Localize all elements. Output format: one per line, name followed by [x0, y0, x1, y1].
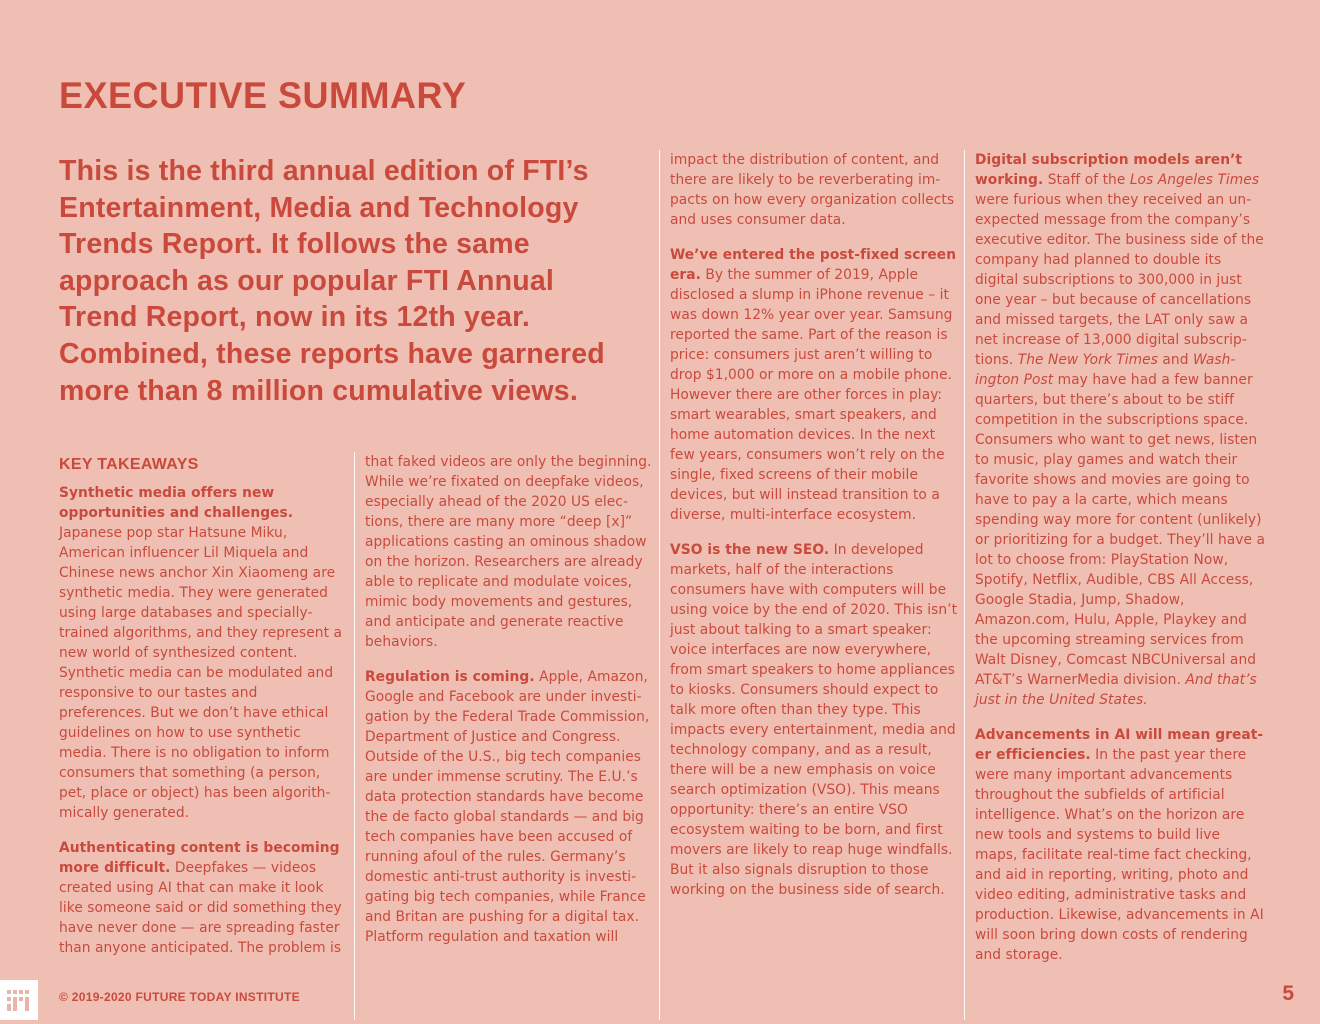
takeaway-regulation [365, 667, 653, 947]
takeaway-lead: Digital subscription models aren’t working. [975, 152, 1243, 188]
takeaway-digital-subscriptions [975, 150, 1265, 710]
takeaway-lead: Advancements in AI will mean greater efficiencies. [975, 727, 1264, 763]
takeaway-body: and [1157, 352, 1193, 368]
takeaway-lead: We’ve entered the post-fixed screen era. [670, 247, 957, 283]
takeaway-continued [670, 150, 958, 230]
publication-name: Washington Post [975, 352, 1236, 388]
page-number: 5 [1282, 982, 1294, 1005]
takeaway-body: Deepfakes — videos created using AI that can make it look like someone said or did something they have never done — are spreading faster than anyone anticipated. The problem is [59, 860, 342, 956]
column-4 [975, 150, 1265, 980]
takeaway-ai-efficiencies [975, 725, 1265, 965]
takeaway-body: By the summer of 2019, Apple disclosed a slump in iPhone revenue – it was down 12% year over year. Samsung reported the same. Part of the reason is price: consumers just aren’t willing to drop $1,000 or more on a mobile phone. However there are other forces in play: smart wearables, smart speakers, and home automation devices. In the next few years, consumers won’t rely on the single, fixed screens of their mobile devices, but will instead transition to a diverse, multi-interface ecosystem. [670, 267, 953, 523]
publication-name: The New York Times [1017, 352, 1158, 368]
column-1 [59, 455, 343, 973]
takeaway-vso [670, 540, 958, 900]
takeaway-body: Staff of the [1043, 172, 1130, 188]
publication-name: Los Angeles Times [1129, 172, 1260, 188]
takeaway-lead: Synthetic media offers new opportunities and challenges. [59, 485, 294, 521]
takeaway-body: may have had a few banner quarters, but there’s about to be stiff competition in the subscriptions space. Consumers who want to get news, listen to music, play games and watch their favorite shows and movies are going to have to pay a la carte, which means spending way more for content (unlikely) or prioritizing for a budget. They’ll have a lot to choose from: PlayStation Now, Spotify, Netflix, Audible, CBS All Access, Google Stadia, Jump, Shadow, Amazon.com, Hulu, Apple, Playkey and the upcoming streaming services from Walt Disney, Comcast NBCUniversal and AT&T’s WarnerMedia division. [975, 372, 1265, 688]
takeaway-emphasis: And that’s just in the United States. [975, 672, 1257, 708]
page-title: EXECUTIVE SUMMARY [59, 74, 467, 117]
takeaway-body: Apple, Amazon, Google and Facebook are under investigation by the Federal Trade Commission, Department of Justice and Congress. Outside of the U.S., big tech companies are under immense scrutiny. The E.U.’s data protection standards have become the de facto global standards — and big tech companies have been accused of running afoul of the rules. Germany’s domestic anti-trust authority is investigating big tech companies, while France and Britan are pushing for a digital tax. Platform regulation and taxation will [365, 669, 650, 945]
takeaway-body: In the past year there were many important advancements throughout the subfields of artificial intelligence. What’s on the horizon are new tools and systems to build live maps, facilitate real-time fact checking, and aid in reporting, writing, photo and video editing, administrative tasks and production. Likewise, advancements in AI will soon bring down costs of rendering and storage. [975, 747, 1264, 963]
lede-paragraph: This is the third annual edition of FTI’s Entertainment, Media and Technology Trends Report. It follows the same approach as our popular FTI Annual Trend Report, now in its 12th year. Combined, these reports have garnered more than 8 million cumulative views. [59, 155, 605, 407]
takeaway-synthetic-media [59, 483, 343, 823]
takeaway-body: Japanese pop star Hatsune Miku, American influencer Lil Miquela and Chinese news anchor Xin Xiaomeng are synthetic media. They were generated using large databases and specially-trained algorithms, and they represent a new world of synthesized content. Synthetic media can be modulated and responsive to our tastes and preferences. But we don’t have ethical guidelines on how to use synthetic media. There is no obligation to inform consumers that something (a person, pet, place or object) has been algorithmically generated. [59, 525, 342, 821]
takeaway-body: In developed markets, half of the interactions consumers have with computers will be using voice by the end of 2020. This isn’t just about talking to a smart speaker: voice interfaces are now everywhere, from smart speakers to home appliances to kiosks. Consumers should expect to talk more often than they type. This impacts every entertainment, media and technology company, and as a result, there will be a new emphasis on voice search optimization (VSO). This means opportunity: there’s an entire VSO ecosystem waiting to be born, and first movers are likely to reap huge windfalls. But it also signals disruption to those working on the business side of search. [670, 542, 958, 898]
column-divider-2 [659, 150, 660, 1020]
takeaway-lead: VSO is the new SEO. [670, 542, 830, 558]
takeaway-body: that faked videos are only the beginning. While we’re fixated on deepfake videos, especially ahead of the 2020 US elections, there are many more “deep [x]” applications casting an ominous shadow on the horizon. Researchers are already able to replicate and modulate voices, mimic body movements and gestures, and anticipate and generate reactive behaviors. [365, 454, 652, 650]
column-2 [365, 452, 653, 962]
takeaway-continued [365, 452, 653, 652]
copyright-footer: © 2019-2020 FUTURE TODAY INSTITUTE [59, 990, 300, 1004]
takeaway-lead: Authenticating content is becoming more difficult. [59, 840, 340, 876]
key-takeaways-heading: KEY TAKEAWAYS [59, 456, 199, 473]
takeaway-body: were furious when they received an unexpected message from the company’s executive editor. The business side of the company had planned to double its digital subscriptions to 300,000 in just one year – but because of cancellations and missed targets, the LAT only saw a net increase of 13,000 digital subscriptions. [975, 192, 1264, 368]
column-3 [670, 150, 958, 915]
takeaway-authenticating-content [59, 838, 343, 958]
takeaway-lead: Regulation is coming. [365, 669, 535, 685]
column-divider-3 [964, 150, 965, 1020]
future-today-institute-logo-icon [0, 980, 38, 1020]
column-divider-1 [354, 452, 355, 1020]
takeaway-body: impact the distribution of content, and there are likely to be reverberating impacts on how every organization collects and uses consumer data. [670, 152, 955, 228]
takeaway-post-fixed-screen [670, 245, 958, 525]
